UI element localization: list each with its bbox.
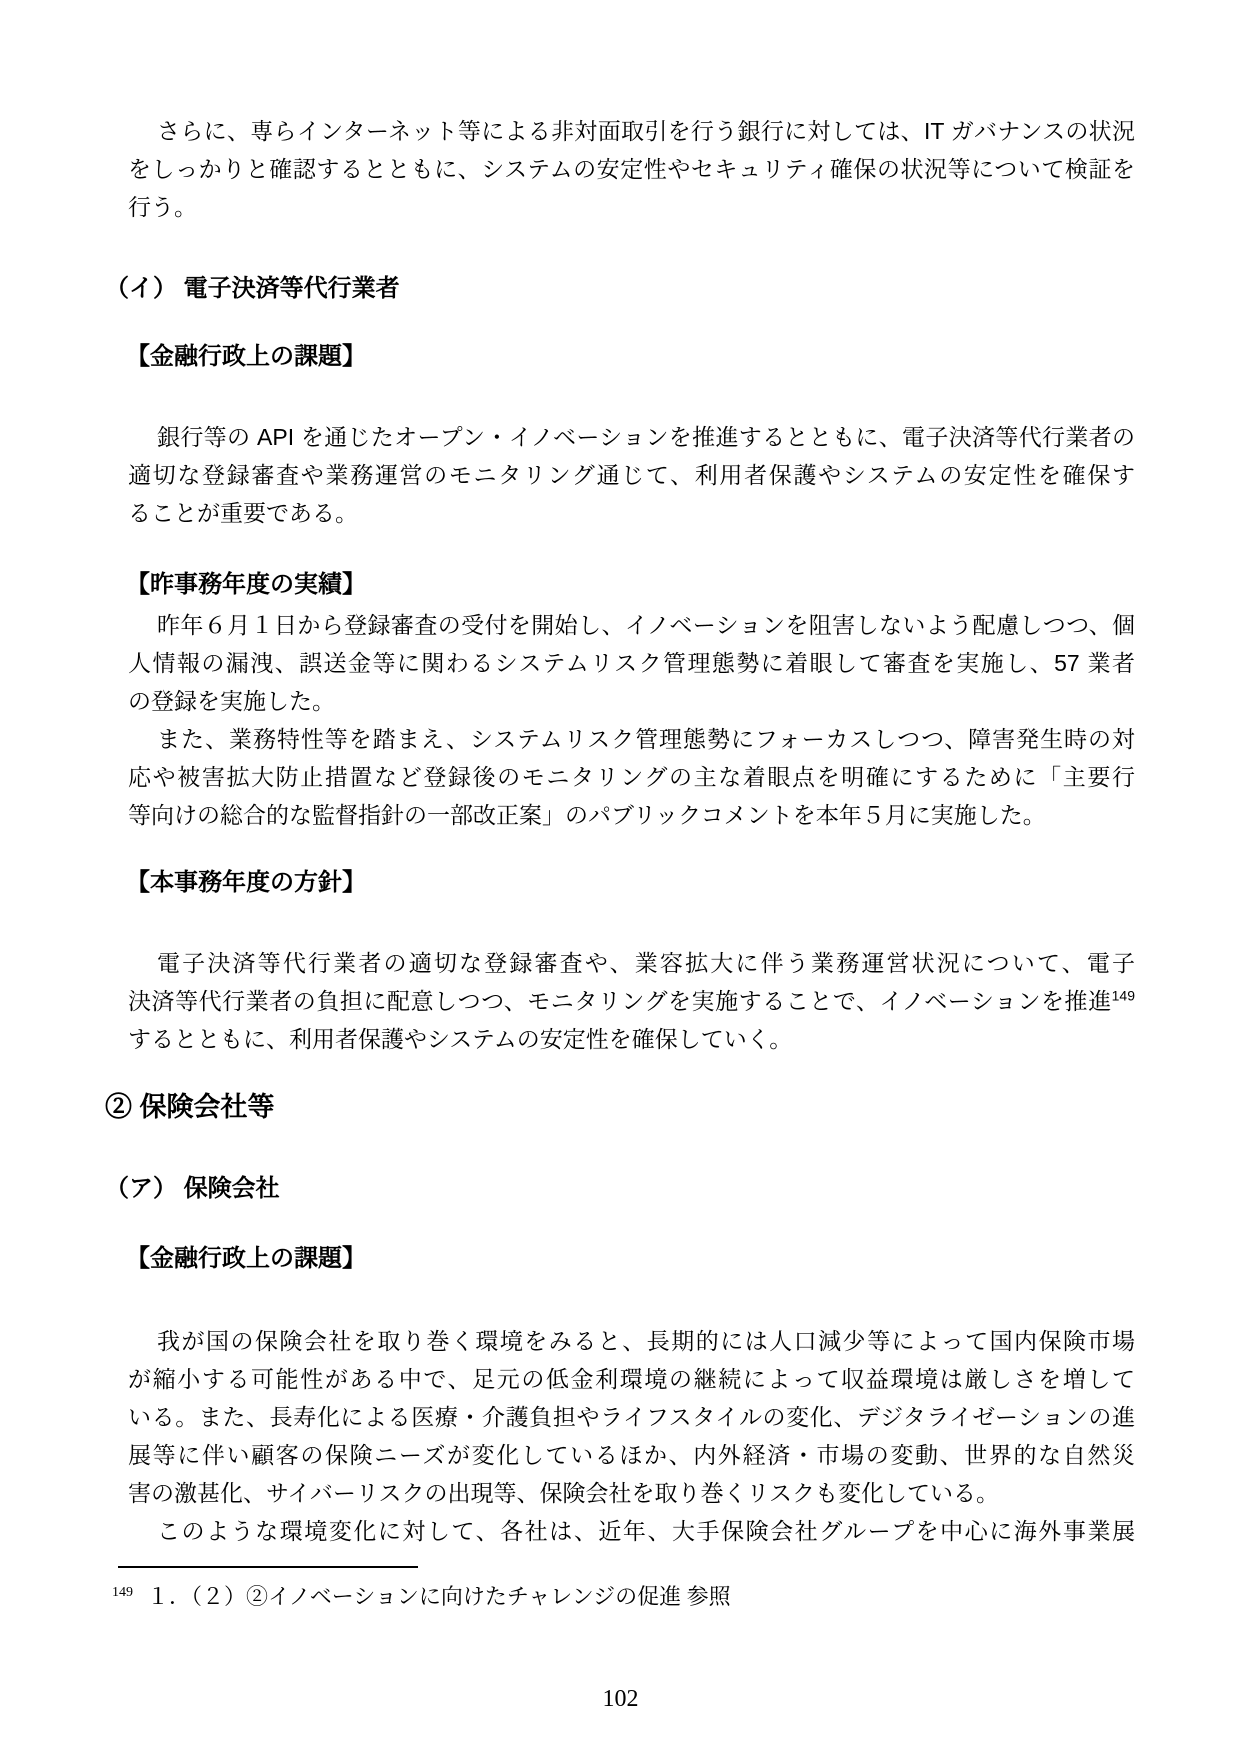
subsection-heading-kadai-1: 【金融行政上の課題】 xyxy=(126,343,366,370)
text-line: いる。また、長寿化による医療・介護負担やライフスタイルの変化、デジタライゼーションの進 xyxy=(128,1404,1135,1430)
text-line: の登録を実施した。 xyxy=(128,688,335,714)
text-line: 展等に伴い顧客の保険ニーズが変化しているほか、内外経済・市場の変動、世界的な自然災 xyxy=(128,1442,1135,1468)
footnote-separator xyxy=(118,1566,418,1568)
text-line: をしっかりと確認するとともに、システムの安定性やセキュリティ確保の状況等について検証を xyxy=(128,156,1135,182)
text-line: 等向けの総合的な監督指針の一部改正案」のパブリックコメントを本年５月に実施した。 xyxy=(128,802,1046,828)
subsection-heading-hoshin: 【本事務年度の方針】 xyxy=(126,869,366,896)
text-line: このような環境変化に対して、各社は、近年、大手保険会社グループを中心に海外事業展 xyxy=(157,1518,1135,1544)
text-line: 我が国の保険会社を取り巻く環境をみると、長期的には人口減少等によって国内保険市場 xyxy=(157,1328,1135,1354)
paragraph-hoshin xyxy=(128,944,1135,1058)
text-line xyxy=(128,982,1135,1020)
text-line: 人情報の漏洩、誤送金等に関わるシステムリスク管理態勢に着眼して審査を実施し、57 業者 xyxy=(128,650,1135,676)
section-heading-hoken-kaisha: （ア） 保険会社 xyxy=(105,1175,280,1202)
page-number: 102 xyxy=(602,1686,639,1712)
text-line: するとともに、利用者保護やシステムの安定性を確保していく。 xyxy=(128,1026,793,1052)
subsection-heading-jisseki: 【昨事務年度の実績】 xyxy=(126,571,366,598)
paragraph-jisseki xyxy=(128,606,1135,834)
text-line: ることが重要である。 xyxy=(128,500,358,526)
footnote-text: １．（２）②イノベーションに向けたチャレンジの促進 参照 xyxy=(147,1584,731,1609)
text-line: 応や被害拡大防止措置など登録後のモニタリングの主な着眼点を明確にするために「主要行 xyxy=(128,764,1135,790)
text-line: 昨年６月１日から登録審査の受付を開始し、イノベーションを阻害しないよう配慮しつつ、個 xyxy=(157,612,1135,638)
footnote-149 xyxy=(112,1580,731,1614)
section-heading-denshi-kessai: （イ） 電子決済等代行業者 xyxy=(105,275,400,302)
text-line: また、業務特性等を踏まえ、システムリスク管理態勢にフォーカスしつつ、障害発生時の対 xyxy=(157,726,1135,752)
text-segment: 決済等代行業者の負担に配意しつつ、モニタリングを実施することで、イノベーションを推進 xyxy=(128,988,1112,1014)
paragraph-insurance-response xyxy=(128,1512,1135,1550)
footnote-marker: 149 xyxy=(112,1584,133,1600)
subsection-heading-kadai-2: 【金融行政上の課題】 xyxy=(126,1245,366,1272)
text-line: 行う。 xyxy=(128,194,197,220)
text-line: さらに、専らインターネット等による非対面取引を行う銀行に対しては、IT ガバナンスの状況 xyxy=(157,118,1135,144)
paragraph-internet-banking xyxy=(128,112,1135,226)
text-line: 適切な登録審査や業務運営のモニタリング通じて、利用者保護やシステムの安定性を確保す xyxy=(128,462,1135,488)
text-line: が縮小する可能性がある中で、足元の低金利環境の継続によって収益環境は厳しさを増して xyxy=(128,1366,1135,1392)
text-line: 銀行等の API を通じたオープン・イノベーションを推進するとともに、電子決済等代行業者の xyxy=(157,424,1135,450)
paragraph-api-open-innovation xyxy=(128,418,1135,532)
text-line: 電子決済等代行業者の適切な登録審査や、業容拡大に伴う業務運営状況について、電子 xyxy=(157,950,1135,976)
paragraph-insurance-environment xyxy=(128,1322,1135,1512)
section-heading-hoken-kaisha-tou: ② 保険会社等 xyxy=(105,1092,275,1122)
footnote-reference-149: 149 xyxy=(1111,987,1135,1004)
text-line: 害の激甚化、サイバーリスクの出現等、保険会社を取り巻くリスクも変化している。 xyxy=(128,1480,1000,1506)
